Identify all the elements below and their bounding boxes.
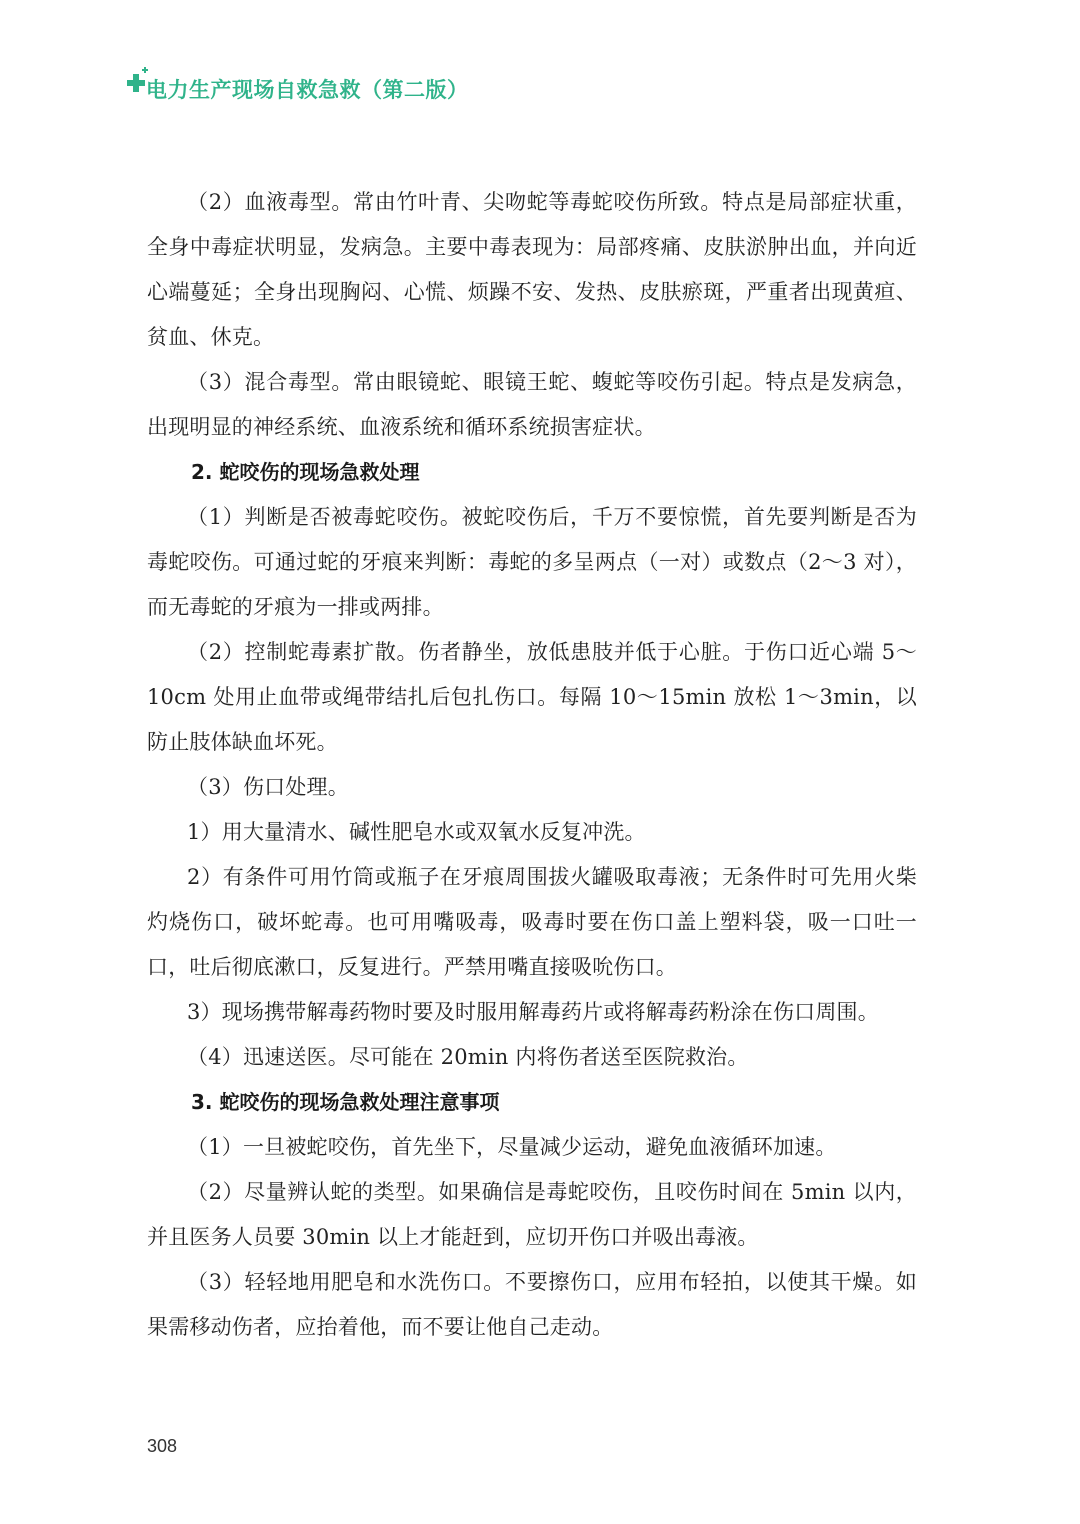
page-body xyxy=(147,180,917,1350)
paragraph-identify-bite: （1）判断是否被毒蛇咬伤。被蛇咬伤后，千万不要惊慌，首先要判断是否为毒蛇咬伤。可通过蛇的牙痕来判断：毒蛇的多呈两点（一对）或数点（2～3 对），而无毒蛇的牙痕为一排或两排。 xyxy=(147,505,917,619)
paragraph-sit-down: （1）一旦被蛇咬伤，首先坐下，尽量减少运动，避免血液循环加速。 xyxy=(187,1135,837,1159)
running-header xyxy=(120,66,469,106)
section-heading-first-aid: 2. 蛇咬伤的现场急救处理 xyxy=(191,460,420,484)
paragraph-suction: 2）有条件可用竹筒或瓶子在牙痕周围拔火罐吸取毒液；无条件时可先用火柴灼烧伤口，破坏蛇毒。也可用嘴吸毒，吸毒时要在伤口盖上塑料袋，吸一口吐一口，吐后彻底漱口，反复进行。严禁用嘴直接吸吮伤口。 xyxy=(147,865,917,979)
paragraph-rinse: 1）用大量清水、碱性肥皂水或双氧水反复冲洗。 xyxy=(187,820,646,844)
page-number: 308 xyxy=(147,1436,178,1456)
paragraph-mixed-toxin: （3）混合毒型。常由眼镜蛇、眼镜王蛇、蝮蛇等咬伤引起。特点是发病急，出现明显的神经系统、血液系统和循环系统损害症状。 xyxy=(147,370,917,439)
medical-cross-icon xyxy=(120,66,160,106)
book-title: 电力生产现场自救急救（第二版） xyxy=(146,78,469,102)
paragraph-identify-snake: （2）尽量辨认蛇的类型。如果确信是毒蛇咬伤，且咬伤时间在 5min 以内，并且医务人员要 30min 以上才能赶到，应切开伤口并吸出毒液。 xyxy=(147,1180,917,1249)
paragraph-wash-wound: （3）轻轻地用肥皂和水洗伤口。不要擦伤口，应用布轻拍，以使其干燥。如果需移动伤者，应抬着他，而不要让他自己走动。 xyxy=(147,1270,917,1339)
section-heading-precautions: 3. 蛇咬伤的现场急救处理注意事项 xyxy=(191,1090,500,1114)
paragraph-hospital: （4）迅速送医。尽可能在 20min 内将伤者送至医院救治。 xyxy=(187,1045,749,1069)
paragraph-wound-treatment: （3）伤口处理。 xyxy=(187,775,349,799)
paragraph-blood-toxin: （2）血液毒型。常由竹叶青、尖吻蛇等毒蛇咬伤所致。特点是局部症状重，全身中毒症状明显，发病急。主要中毒表现为：局部疼痛、皮肤淤肿出血，并向近心端蔓延；全身出现胸闷、心慌、烦躁不安、发热、皮肤瘀斑，严重者出现黄疸、贫血、休克。 xyxy=(147,190,917,349)
paragraph-antidote: 3）现场携带解毒药物时要及时服用解毒药片或将解毒药粉涂在伤口周围。 xyxy=(187,1000,879,1024)
paragraph-control-spread: （2）控制蛇毒素扩散。伤者静坐，放低患肢并低于心脏。于伤口近心端 5～10cm 处用止血带或绳带结扎后包扎伤口。每隔 10～15min 放松 1～3min，以防止肢体缺血坏死。 xyxy=(147,640,917,754)
